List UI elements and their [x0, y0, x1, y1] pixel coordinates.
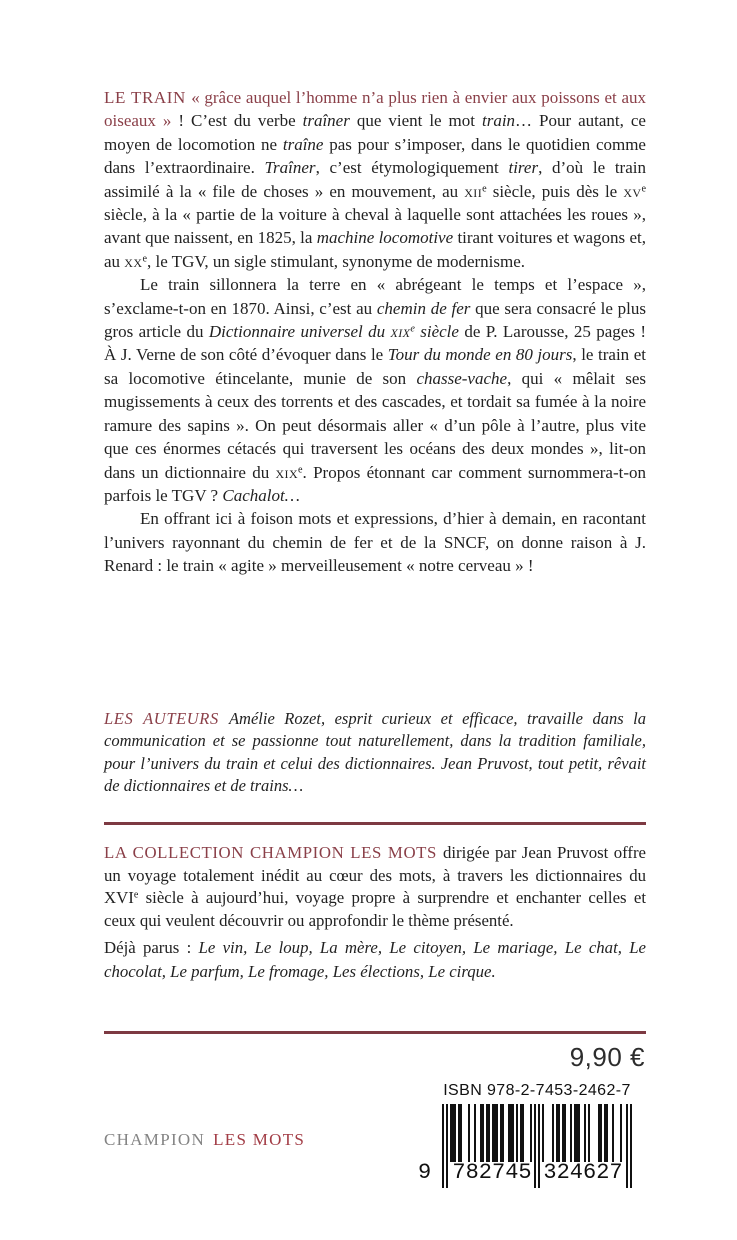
blurb-paragraph-1: LE TRAIN « grâce auquel l’homme n’a plus rien à envier aux poissons et aux oiseaux » ! C’est du verbe traîner que vient le mot train… Pour autant, ce moyen de locomotion ne traîne pas pour s’imposer, dans le quotidien comme dans l’extraordinaire. Traîner, c’est étymologiquement tirer, d’où le train assimilé à la « file de choses » en mouvement, au xii$^e$ siècle, puis dès le $xv^e$ siècle, à la « partie de la voiture à cheval à laquelle sont attachées les roues », avant que naissent, en 1825, la machine locomotive tirant voitures et wagons et, au $xx^e$, le TGV, un sigle stimulant, synonyme de modernisme. — [104, 88, 647, 271]
price-label: 9,90 € — [569, 1042, 645, 1072]
divider-rule-bottom — [104, 1031, 646, 1034]
ean13-barcode — [418, 1104, 632, 1188]
divider-rule-top — [104, 822, 646, 825]
blurb-section — [104, 86, 646, 578]
barcode-digits-left: 782745 — [452, 1160, 532, 1185]
collection-section — [104, 842, 646, 983]
barcode-digit-lead: 9 — [418, 1160, 432, 1185]
collection-name: LES MOTS — [213, 1130, 306, 1149]
publisher-line — [104, 1130, 305, 1150]
blurb-paragraph-3: En offrant ici à foison mots et expressions, d’hier à demain, en racontant l’univers rayonnant du chemin de fer et de la SNCF, on donne raison à J. Renard : le train « agite » merveilleusement « notre cerveau » ! — [104, 509, 646, 576]
collection-paragraph: LA COLLECTION CHAMPION LES MOTS dirigée par Jean Pruvost offre un voyage totalement inédit au cœur des mots, à travers les dictionnaires du XVIe siècle à aujourd’hui, voyage propre à surprendre et enchanter celles et ceux qui veulent découvrir ou approfondir le thème présenté. — [104, 843, 646, 930]
publisher-name: CHAMPION — [104, 1130, 206, 1149]
barcode-digits-right: 324627 — [543, 1160, 623, 1185]
barcode-block — [418, 1082, 646, 1188]
already-published-line: Déjà parus : Le vin, Le loup, La mère, Le citoyen, Le mariage, Le chat, Le chocolat, Le parfum, Le fromage, Les élections, Le cirque. — [104, 938, 646, 981]
authors-paragraph: LES AUTEURS Amélie Rozet, esprit curieux et efficace, travaille dans la communication et se passionne tout naturellement, dans la tradition familiale, pour l’univers du train et celui des dictionnaires. Jean Pruvost, tout petit, rêvait de dictionnaires et de trains… — [104, 709, 646, 796]
blurb-paragraph-2: Le train sillonnera la terre en « abrégeant le temps et l’espace », s’exclame-t-on en 1870. Ainsi, c’est au chemin de fer que sera consacré le plus gros article du Dictionnaire universel du xix$^e$ siècle de P. Larousse, 25 pages ! À J. Verne de son côté d’évoquer dans le Tour du monde en 80 jours, le train et sa locomotive étincelante, munie de son chasse-vache, qui « mêlait ses mugissements à ceux des torrents et des cascades, et tordait sa fumée à la noire ramure des sapins ». On peut désormais aller « d’un pôle à l’autre, plus vite que ces énormes cétacés qui traversent les océans des deux mondes », lit-on dans un dictionnaire du xix$^e$. Propos étonnant car comment surnommera-t-on parfois le TGV ? Cachalot… — [104, 275, 646, 505]
authors-section — [104, 708, 646, 798]
isbn-label: ISBN 978-2-7453-2462-7 — [443, 1082, 631, 1099]
